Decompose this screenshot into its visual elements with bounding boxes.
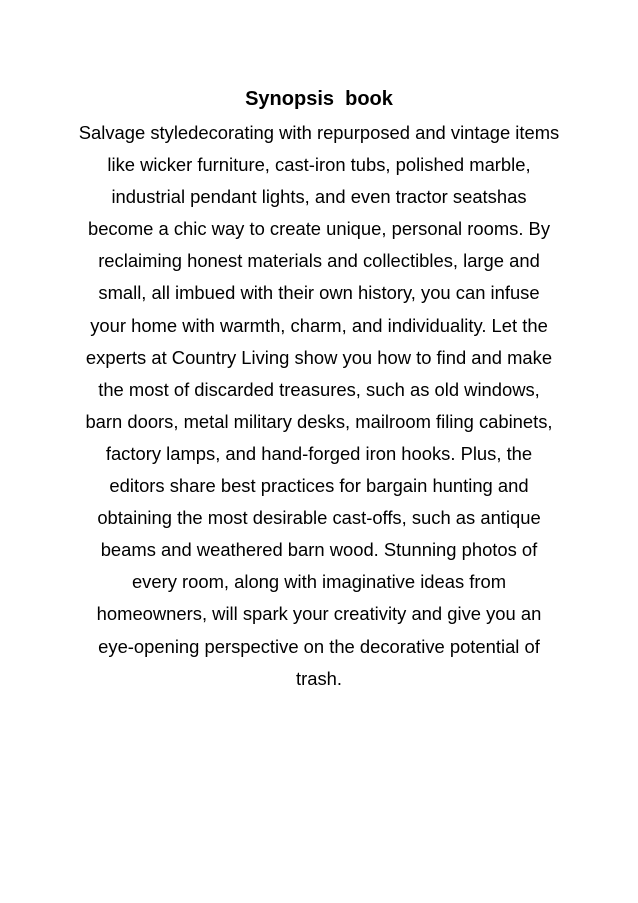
paragraph-line: become a chic way to create unique, personal rooms. By: [87, 218, 551, 240]
paragraph-line: reclaiming honest materials and collectibles, large and: [98, 250, 540, 272]
paragraph-line: experts at Country Living show you how to find and make: [85, 346, 553, 368]
paragraph-line: the most of discarded treasures, such as old windows,: [98, 378, 540, 400]
paragraph-line: like wicker furniture, cast-iron tubs, polished marble,: [107, 154, 531, 176]
paragraph-line: your home with warmth, charm, and individuality. Let the: [90, 314, 548, 336]
paragraph-line: factory lamps, and hand-forged iron hooks. Plus, the: [105, 442, 533, 464]
paragraph-line: barn doors, metal military desks, mailroom filing cabinets,: [85, 410, 553, 432]
paragraph-line: beams and weathered barn wood. Stunning photos of: [100, 539, 538, 561]
paragraph-line: every room, along with imaginative ideas from: [131, 571, 507, 593]
paragraph-line: Salvage styledecorating with repurposed and vintage items: [78, 122, 560, 143]
paragraph-line: obtaining the most desirable cast-offs, such as antique: [97, 507, 541, 529]
paragraph-line: small, all imbued with their own history, you can infuse: [98, 282, 540, 304]
synopsis-paragraph: [20, 117, 618, 695]
paragraph-line: homeowners, will spark your creativity and give you an: [96, 603, 542, 625]
paragraph-line: trash.: [296, 667, 342, 689]
paragraph-line: industrial pendant lights, and even tractor seatshas: [111, 186, 527, 208]
paragraph-line: editors share best practices for bargain hunting and: [109, 475, 529, 497]
page-title: Synopsis book: [245, 88, 393, 110]
paragraph-line: eye-opening perspective on the decorative potential of: [98, 635, 540, 657]
